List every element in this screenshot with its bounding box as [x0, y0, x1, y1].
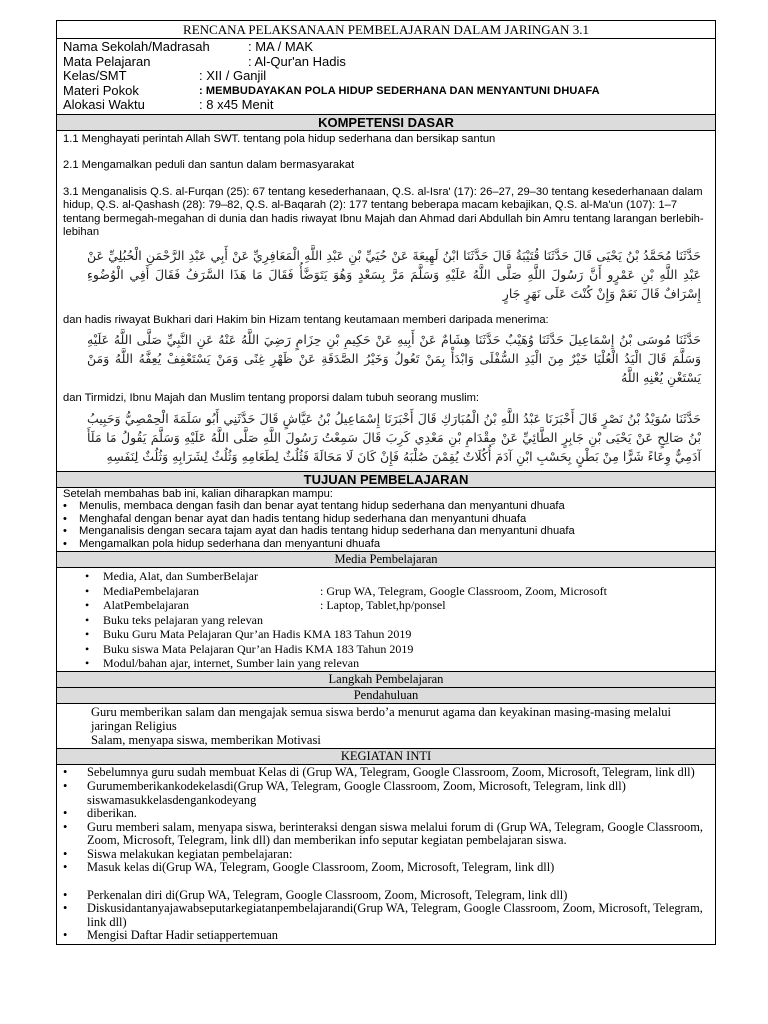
hadith-arabic-3: حَدَّثَنَا سُوَيْدُ بْنُ نَصْرٍ قَالَ أَخْبَرَنَا عَبْدُ اللَّهِ بْنُ الْمُبَارَكِ قَالَ أَخْبَرَنَا إِسْمَاعِيلُ بْنُ عَيَّاشٍ قَالَ حَدَّثَنِي أَبُو سَلَمَةَ الْحِمْصِيُّ وَحَبِيبُ بْنُ صَالِحٍ عَنْ يَحْيَى بْنِ جَابِرٍ الطَّائِيِّ عَنْ مِقْدَامِ بْنِ مَعْدِي كَرِبَ قَالَ سَمِعْتُ رَسُولَ اللَّهِ صَلَّى اللَّهُ عَلَيْهِ وَسَلَّمَ يَقُولُ مَا مَلَأَ آدَمِيٌّ وِعَاءً شَرًّا مِنْ بَطْنٍ بِحَسْبِ ابْنِ آدَمَ أُكُلَاتٌ يُقِمْنَ صُلْبَهُ فَإِنْ كَانَ لَا مَحَالَةَ فَثُلُثٌ لِطَعَامِهِ وَثُلُثٌ لِشَرَابِهِ وَثُلُثٌ لِنَفَسِهِ	[87, 410, 701, 464]
kd-3-1: 3.1 Menganalisis Q.S. al-Furqan (25): 67 tentang kesederhanaan, Q.S. al-Isra' (17): 26–27, 29–30 tentang kesederhanaan dalam hidup, Q.S. al-Qashash (28): 79–82, Q.S. al-Baqarah (2): 177 tentang beberapa macam kebajikan, Q.S. al-Ma'un (107): 1–7 tentang bermegah-megahan di dunia dan hadis riwayat Ibnu Majah dan Ahmad dari Abdullah bin Amru tentang larangan berlebih-lebihan	[63, 185, 704, 238]
list-item: • Sebelumnya guru sudah membuat Kelas di (Grup WA, Telegram, Google Classroom, Zoom, Microsoft, Telegram, link dll)	[87, 766, 709, 780]
list-item: • Mengisi Daftar Hadir setiappertemuan	[87, 929, 709, 943]
identity-block	[57, 39, 715, 114]
tujuan-intro: Setelah membahas bab ini, kalian diharapkan mampu:	[63, 487, 333, 500]
media-label: • Buku teks pelajaran yang relevan	[103, 612, 263, 627]
list-item	[103, 584, 715, 598]
pendahuluan-step-1: Guru memberikan salam dan mengajak semua siswa berdo’a menurut agama dan keyakinan masing-masing melalui jaringan Religius	[91, 705, 672, 734]
section-heading-media: Media Pembelajaran	[57, 551, 715, 568]
info-label: Alokasi Waktu	[63, 97, 145, 112]
list-item: • Menganalisis dengan secara tajam ayat dan hadis tentang hidup sederhana dan menyantuni dhuafa	[79, 525, 715, 538]
kd-hadith-intro-2: dan hadis riwayat Bukhari dari Hakim bin Hizam tentang keutamaan memberi daripada menerima:	[63, 313, 549, 326]
section-heading-tujuan: TUJUAN PEMBELAJARAN	[57, 471, 715, 488]
hadith-arabic-2: حَدَّثَنَا مُوسَى بْنُ إِسْمَاعِيلَ حَدَّثَنَا وُهَيْبٌ حَدَّثَنَا هِشَامٌ عَنْ أَبِيهِ عَنْ حَكِيمِ بْنِ حِزَامٍ رَضِيَ اللَّهُ عَنْهُ عَنِ النَّبِيِّ صَلَّى اللَّهُ عَلَيْهِ وَسَلَّمَ قَالَ الْيَدُ الْعُلْيَا خَيْرٌ مِنَ الْيَدِ السُّفْلَى وَابْدَأْ بِمَنْ تَعُولُ وَخَيْرُ الصَّدَقَةِ عَنْ ظَهْرِ غِنًى وَمَنْ يَسْتَعْفِفْ يُعِفَّهُ اللَّهُ وَمَنْ يَسْتَغْنِ يُغْنِهِ اللَّهُ	[87, 332, 701, 385]
list-item: • Perkenalan diri di(Grup WA, Telegram, Google Classroom, Zoom, Microsoft, Telegram, link dll)	[87, 889, 709, 903]
media-label: • Buku Guru Mata Pelajaran Qur’an Hadis KMA 183 Tahun 2019	[103, 627, 412, 642]
media-label: • AlatPembelajaran	[103, 598, 189, 613]
media-label: • Buku siswa Mata Pelajaran Qur’an Hadis KMA 183 Tahun 2019	[103, 641, 414, 656]
info-value: : MA / MAK	[248, 39, 314, 54]
info-row-time	[63, 98, 709, 113]
section-heading-kd: KOMPETENSI DASAR	[57, 114, 715, 131]
section-heading-inti: KEGIATAN INTI	[57, 748, 715, 765]
media-label: • Media, Alat, dan SumberBelajar	[103, 569, 258, 584]
list-item	[103, 598, 715, 612]
info-label: Mata Pelajaran	[63, 53, 151, 69]
kd-1-1: 1.1 Menghayati perintah Allah SWT. tentang pola hidup sederhana dan bersikap santun	[63, 132, 496, 145]
media-label: • MediaPembelajaran	[103, 583, 199, 598]
media-list	[57, 568, 715, 671]
tujuan-list	[57, 500, 715, 550]
media-value: : Laptop, Tablet,hp/ponsel	[320, 598, 446, 613]
list-item: • Masuk kelas di(Grup WA, Telegram, Google Classroom, Zoom, Microsoft, Telegram, link dll)	[87, 861, 709, 875]
info-row-class	[63, 69, 709, 84]
media-value: : Grup WA, Telegram, Google Classroom, Zoom, Microsoft	[320, 583, 608, 598]
list-item	[103, 569, 715, 583]
info-label: Materi Pokok	[63, 82, 139, 98]
document-title: RENCANA PELAKSANAAN PEMBELAJARAN DALAM JARINGAN 3.1	[57, 21, 715, 39]
pendahuluan-content	[57, 704, 715, 748]
media-label: • Modul/bahan ajar, internet, Sumber lain yang relevan	[103, 655, 360, 670]
list-item: • Diskusidantanyajawabseputarkegiatanpembelajarandi(Grup WA, Telegram, Google Classroom, Zoom, Microsoft, Telegram, link dll)	[87, 902, 709, 929]
kd-hadith-intro-3: dan Tirmidzi, Ibnu Majah dan Muslim tentang proporsi dalam tubuh seorang muslim:	[63, 392, 480, 404]
list-item: • Menulis, membaca dengan fasih dan benar ayat tentang hidup sederhana dan menyantuni dhuafa	[79, 500, 715, 513]
info-row-topic	[63, 84, 709, 99]
pendahuluan-step-2: Salam, menyapa siswa, memberikan Motivasi	[91, 733, 321, 748]
hadith-arabic-1: حَدَّثَنَا مُحَمَّدُ بْنُ يَحْيَى قَالَ حَدَّثَنَا قُتَيْبَةُ قَالَ حَدَّثَنَا ابْنُ لَهِيعَةَ عَنْ حُيَيِّ بْنِ عَبْدِ اللَّهِ الْمَعَافِرِيِّ عَنْ أَبِي عَبْدِ الرَّحْمَنِ الْحُبُلِيِّ عَنْ عَبْدِ اللَّهِ بْنِ عَمْرٍو أَنَّ رَسُولَ اللَّهِ صَلَّى اللَّهُ عَلَيْهِ وَسَلَّمَ مَرَّ بِسَعْدٍ وَهُوَ يَتَوَضَّأُ فَقَالَ مَا هَذَا السَّرَفُ فَقَالَ أَفِي الْوُضُوءِ إِسْرَافٌ قَالَ نَعَمْ وَإِنْ كُنْتَ عَلَى نَهَرٍ جَارٍ	[87, 247, 701, 301]
info-value: : 8 x45 Menit	[199, 97, 274, 112]
list-item: • Guru memberi salam, menyapa siswa, berinteraksi dengan siswa melalui forum di (Grup WA, Telegram, Google Classroom, Zoom, Microsoft, Telegram, link dll) dan memberikan info seputar kegiatan pembelajaran siswa.	[87, 821, 709, 848]
info-label: Kelas/SMT	[63, 68, 127, 83]
info-value: : MEMBUDAYAKAN POLA HIDUP SEDERHANA DAN MENYANTUNI DHUAFA	[199, 84, 600, 97]
list-item: • Mengamalkan pola hidup sederhana dan menyantuni dhuafa	[79, 538, 715, 551]
list-item	[103, 642, 715, 656]
list-spacer	[87, 875, 709, 889]
list-item: • Menghafal dengan benar ayat dan hadis tentang hidup sederhana dan menyantuni dhuafa	[79, 513, 715, 526]
section-heading-langkah: Langkah Pembelajaran	[57, 671, 715, 688]
list-item	[103, 613, 715, 627]
info-value: : Al-Qur'an Hadis	[248, 53, 346, 69]
list-item: • diberikan.	[87, 807, 709, 821]
list-item	[103, 627, 715, 641]
rpp-document	[56, 20, 716, 945]
kd-2-1: 2.1 Mengamalkan peduli dan santun dalam bermasyarakat	[63, 159, 355, 171]
section-heading-pendahuluan: Pendahuluan	[57, 688, 715, 704]
info-value: : XII / Ganjil	[199, 68, 267, 83]
list-item: • Siswa melakukan kegiatan pembelajaran:	[87, 848, 709, 862]
info-row-school	[63, 40, 709, 55]
list-item: • Gurumemberikankodekelasdi(Grup WA, Telegram, Google Classroom, Zoom, Microsoft, Telegram, link dll) siswamasukkelasdengankodeyang	[87, 780, 709, 807]
inti-list	[57, 765, 715, 944]
list-item	[103, 656, 715, 670]
info-row-subject	[63, 55, 709, 70]
info-label: Nama Sekolah/Madrasah	[63, 39, 210, 54]
kd-content	[57, 131, 715, 242]
